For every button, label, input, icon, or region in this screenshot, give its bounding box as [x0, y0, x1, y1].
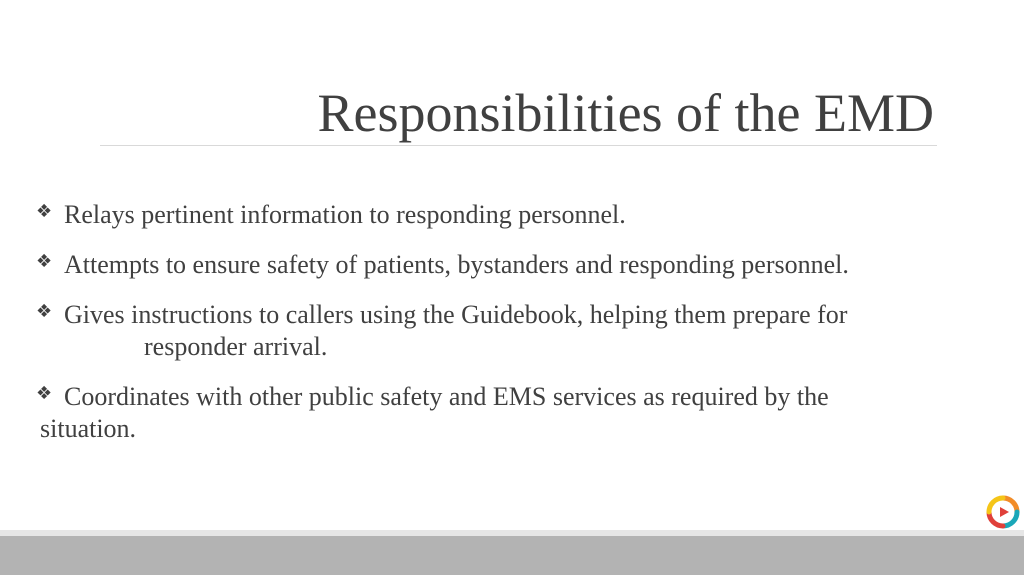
- bullet-text-continuation: situation.: [40, 414, 137, 443]
- bullet-text: Attempts to ensure safety of patients, bystanders and responding personnel.: [64, 250, 849, 279]
- bullet-item: [36, 296, 996, 363]
- title-divider: [100, 145, 937, 146]
- bullet-text: Gives instructions to callers using the Guidebook, helping them prepare for: [64, 300, 848, 329]
- diamond-bullet-icon: ❖: [36, 301, 53, 322]
- diamond-bullet-icon: ❖: [36, 251, 53, 272]
- bullet-item: [36, 246, 996, 281]
- diamond-bullet-icon: ❖: [36, 201, 53, 222]
- app-logo-icon: [986, 495, 1020, 529]
- bullet-item: [36, 378, 996, 445]
- bullet-text: Coordinates with other public safety and EMS services as required by the: [64, 382, 829, 411]
- bullet-text: Relays pertinent information to responding personnel.: [64, 200, 626, 229]
- footer-bar: [0, 536, 1024, 575]
- diamond-bullet-icon: ❖: [36, 383, 53, 404]
- slide-title: Responsibilities of the EMD: [317, 83, 934, 143]
- bullet-text-continuation: responder arrival.: [144, 332, 328, 361]
- bullet-item: [36, 196, 996, 231]
- bullet-list: [36, 196, 996, 460]
